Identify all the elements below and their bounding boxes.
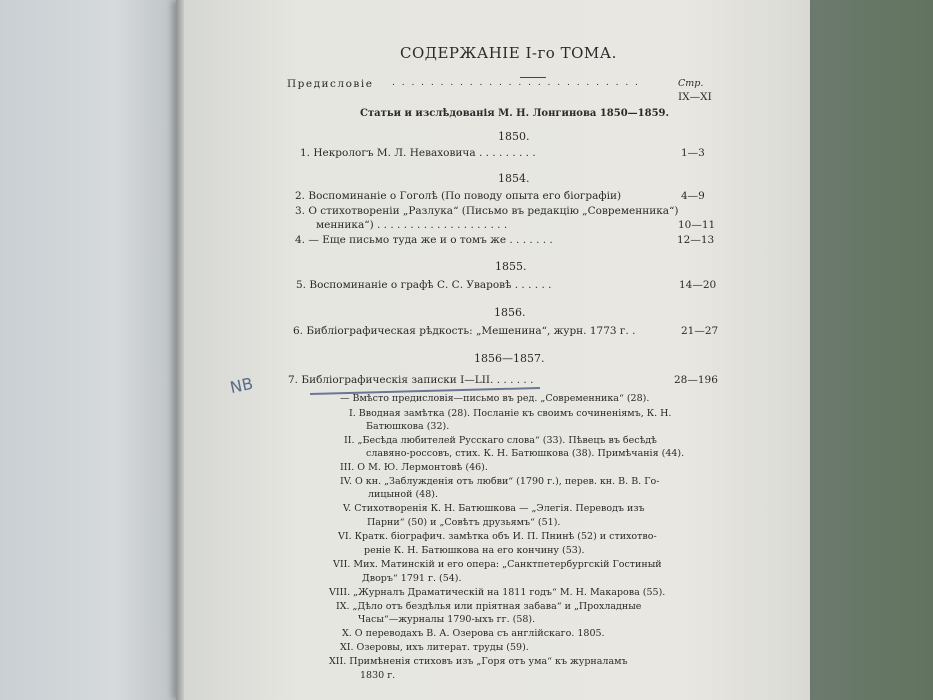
note-line: лицыной (48). xyxy=(368,489,438,500)
note-line: Часы“—журналы 1790-ыхъ гг. (58). xyxy=(358,614,536,625)
note-line: VI. Кратк. біографич. замѣтка объ И. П. Пнинѣ (52) и стихотво- xyxy=(338,531,657,542)
note-line: I. Вводная замѣтка (28). Посланіе къ своимъ сочиненіямъ, К. Н. xyxy=(349,408,672,419)
entry-6: 6. Библіографическая рѣдкость: „Мешенина“, журн. 1773 г. . xyxy=(293,325,636,337)
note-line: III. О М. Ю. Лермонтовѣ (46). xyxy=(340,462,488,473)
entry-6-pages: 21—27 xyxy=(681,325,719,337)
book-spine xyxy=(176,0,184,700)
note-line: II. „Бесѣда любителей Русскаго слова“ (33). Пѣвецъ въ бесѣдѣ xyxy=(344,435,657,446)
year-1854: 1854. xyxy=(498,172,530,185)
page-title: СОДЕРЖАНІЕ I-го ТОМА. xyxy=(400,44,617,62)
note-line: 1830 г. xyxy=(360,670,396,681)
entry-7: 7. Библіографическія записки I—LII. . . . . . . xyxy=(288,374,534,386)
note-line: IX. „Дѣло отъ бездѣлья или пріятная забава“ и „Прохладные xyxy=(336,601,642,612)
preface-label: Предисловіе xyxy=(287,78,374,90)
entry-4: 4. — Еще письмо туда же и о томъ же . . . . . . . xyxy=(295,234,553,246)
preface-dots: . . . . . . . . . . . . . . . . . . . . . . . . . . xyxy=(392,78,640,88)
page-column-label: Стр. xyxy=(678,78,704,89)
entry-5: 5. Воспоминаніе о графѣ С. С. Уваровѣ . . . . . . xyxy=(296,279,552,291)
section-heading: Статьи и изслѣдованія М. Н. Лонгинова 1850—1859. xyxy=(360,108,669,119)
entry-3: 3. О стихотвореніи „Разлука“ (Письмо въ редакцію „Современника“) xyxy=(295,205,679,217)
year-1856-1857: 1856—1857. xyxy=(474,352,545,365)
note-line: X. О переводахъ В. А. Озерова съ англійскаго. 1805. xyxy=(342,628,605,639)
entry-2-pages: 4—9 xyxy=(681,190,705,202)
note-line: Дворъ“ 1791 г. (54). xyxy=(362,573,462,584)
year-1850: 1850. xyxy=(498,130,530,143)
background-table xyxy=(790,0,933,700)
entry-1: 1. Некрологъ М. Л. Неваховича . . . . . . . . . xyxy=(300,147,536,159)
note-line: славяно-россовъ, стих. К. Н. Батюшкова (38). Примѣчанія (44). xyxy=(366,448,685,459)
note-line: Парни“ (50) и „Совѣтъ друзьямъ“ (51). xyxy=(367,517,561,528)
margin-note-nb: NB xyxy=(228,373,255,398)
note-line: VIII. „Журналъ Драматическій на 1811 годъ“ М. Н. Макарова (55). xyxy=(329,587,666,598)
entry-1-pages: 1—3 xyxy=(681,147,705,159)
note-line: реніе К. Н. Батюшкова на его кончину (53). xyxy=(364,545,585,556)
note-line: Батюшкова (32). xyxy=(366,421,450,432)
note-line: VII. Мих. Матинскій и его опера: „Санктпетербургскій Гостиный xyxy=(333,559,662,570)
year-1856: 1856. xyxy=(494,306,526,319)
note-line: V. Стихотворенія К. Н. Батюшкова — „Элегія. Переводъ изъ xyxy=(343,503,645,514)
entry-7-pages: 28—196 xyxy=(674,374,718,386)
note-line: XI. Озеровы, ихъ литерат. труды (59). xyxy=(340,642,529,653)
background-left-page xyxy=(0,0,190,700)
entry-3-cont: менника“) . . . . . . . . . . . . . . . . . . . . xyxy=(316,219,508,231)
note-line: — Вмѣсто предисловія—письмо въ ред. „Современника“ (28). xyxy=(340,393,650,404)
year-1855: 1855. xyxy=(495,260,527,273)
preface-pages: IX—XI xyxy=(678,91,712,103)
entry-3-pages: 10—11 xyxy=(678,219,716,231)
entry-4-pages: 12—13 xyxy=(677,234,715,246)
entry-2: 2. Воспоминаніе о Гоголѣ (По поводу опыта его біографіи) xyxy=(295,190,622,202)
note-line: IV. О кн. „Заблужденія отъ любви“ (1790 г.), перев. кн. В. В. Го- xyxy=(340,476,660,487)
entry-5-pages: 14—20 xyxy=(679,279,717,291)
note-line: XII. Примѣненія стиховъ изъ „Горя отъ ума“ къ журналамъ xyxy=(329,656,628,667)
